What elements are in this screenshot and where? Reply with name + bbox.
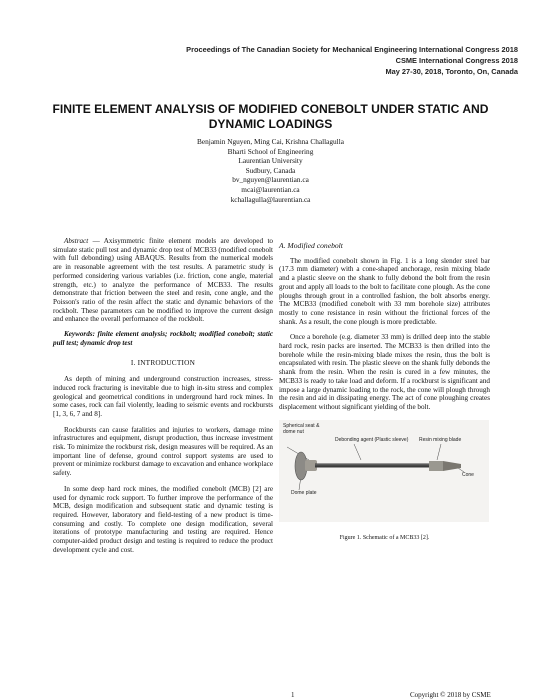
figure-caption: Figure 1. Schematic of a MCB33 [2]. [339,534,430,541]
paper-title: FINITE ELEMENT ANALYSIS OF MODIFIED CONEBOLT UNDER STATIC AND DYNAMIC LOADINGS [52,102,489,131]
author-city: Sudbury, Canada [245,165,296,175]
author-email: bv_nguyen@laurentian.ca [232,175,309,185]
figure-mcb33-photo [279,420,489,522]
author-school: Bharti School of Engineering [227,146,314,156]
page-number: 1 [291,691,295,699]
copyright: Copyright © 2018 by CSME [410,691,491,699]
abstract [53,237,273,324]
author-email: mcai@laurentian.ca [241,184,300,194]
abstract-text: — Axisymmetric finite element models are developed to simulate static pull test and dynamic drop test of MCB33 (modified conebolt with full debonding) using ABAQUS. Results from the numerical models are in reasonable agreement with the test results. A parametric study is performed considering various variables (i.e. friction, cone angle, material strength, etc.) to analyze the performance of MCB33. The results demonstrate that friction between the steel and resin, cone angle, and the Poisson's ratio of the resin affect the static and dynamic behaviors of the rockbolt. These parameters can be modified to improve the current design and enhance the overall performance of the rockbolt. [53,237,273,324]
header-line-congress: CSME International Congress 2018 [395,56,518,65]
abstract-label: Abstract [64,237,89,245]
keywords: Keywords: finite element analysis; rockbolt; modified conebolt; static pull test; dynamic drop test [53,330,273,347]
author-block [100,137,441,204]
body-paragraph: Once a borehole (e.g. diameter 33 mm) is drilled deep into the stable hard rock, resin packs are inserted. The MCB33 is then drilled into the borehole while the resin-mixing blade mixes the resin, thus the bolt is encapsulated with resin. The plastic sleeve on the shank fully debonds the shank from the resin. When the resin is cured in a few minutes, the MCB33 is ready to take load and deform. If a rockburst is significant and impose a large dynamic loading to the rock, the cone will plough through the resin and aid in dissipating energy. The act of cone ploughing creates displacement without significant yielding of the bolt. [279,333,490,411]
figure-label-debonding: Debonding agent (Plastic sleeve) [335,436,409,443]
author-email: kchallagulla@laurentian.ca [230,194,311,204]
body-paragraph: The modified conebolt shown in Fig. 1 is a long slender steel bar (17.3 mm diameter) with a cone-shaped anchorage, resin mixing blade and a plastic sleeve on the shank to fully debond the bolt from the resin grout and apply all loads to the bolt to facilitate cone plough. As the cone ploughs through grout in a controlled fashion, the bolt absorbs energy. The MCB33 (modified conebolt with 33 mm borehole size) attributes mostly to cone resistance in resin without the frictional forces of the shank. As a result, the cone plough is more predictable. [279,256,490,326]
intro-paragraph: In some deep hard rock mines, the modified conebolt (MCB) [2] are used for dynamic rock support. To further improve the performance of the MCB, design modification and subsequent static and dynamic testing is required. However, laboratory and field-testing of a new product is time-consuming and costly. To complete one design modification, several iterations of prototype manufacturing and testing are required. Hence computer-aided product design and testing is required to reduce the product development cycle and cost. [53,484,273,554]
figure-label-plate: Dome plate [291,489,317,496]
header-line-proceedings: Proceedings of The Canadian Society for Mechanical Engineering International Congress 2018 [186,45,518,54]
left-column [53,237,273,555]
conference-header [186,44,518,77]
right-column [279,237,490,542]
intro-paragraph: As depth of mining and underground construction increases, stress-induced rock fracturing is inevitable due to high in-situ stress and complex geological and geometrical conditions in underground hard rock mines. In some cases, rock can fail violently, leading to seismic events and rockbursts [1, 3, 6, 7 and 8]. [53,375,273,418]
author-names: Benjamin Nguyen, Ming Cai, Krishna Challagulla [197,137,344,146]
intro-paragraph: Rockbursts can cause fatalities and injuries to workers, damage mine infrastructures and equipment, disrupt production, thus increase investment risk. To minimize the rockburst risk, design measures will be required. As an important line of defense, ground control support systems are used to prevent or minimize rockburst damage to excavation and enhance workplace safety. [53,425,273,478]
figure-label-seat: Spherical seat & dome nut [283,422,320,435]
conebolt-illustration [279,420,489,522]
author-university: Laurentian University [238,156,303,166]
section-heading-introduction: I. INTRODUCTION [130,358,196,368]
subsection-heading-modified-conebolt: A. Modified conebolt [279,241,343,250]
figure-label-cone: Cone [462,471,474,478]
figure-label-blade: Resin mixing blade [419,436,462,443]
header-line-dates: May 27-30, 2018, Toronto, On, Canada [385,67,518,76]
